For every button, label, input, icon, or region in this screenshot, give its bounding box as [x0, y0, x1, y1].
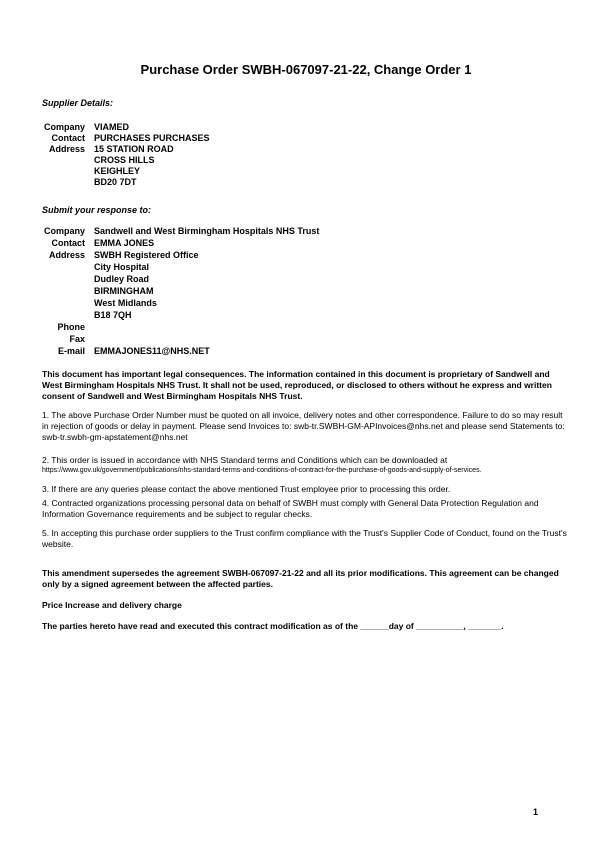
respond-company-label: Company	[43, 226, 85, 236]
supplier-company-label: Company	[43, 122, 85, 132]
respond-address-label-spacer	[42, 285, 85, 297]
respond-email-value: EMMAJONES11@NHS.NET	[94, 346, 210, 356]
terms-item-3: 3. If there are any queries please contact the above mentioned Trust employee prior to processing this order.	[42, 484, 451, 494]
supplier-address-row	[42, 144, 570, 155]
respond-address-label: Address	[48, 250, 85, 260]
page-title: Purchase Order SWBH-067097-21-22, Change Order 1	[140, 62, 472, 77]
respond-to-heading: Submit your response to:	[42, 205, 152, 215]
respond-address-row	[42, 273, 570, 285]
respond-address-label-spacer	[42, 261, 85, 273]
supplier-address-row	[42, 166, 570, 177]
terms-item-2	[42, 455, 570, 476]
supplier-company-value: VIAMED	[94, 122, 130, 132]
respond-email-row	[42, 345, 570, 357]
respond-address-row	[42, 285, 570, 297]
respond-address-line: B18 7QH	[94, 310, 132, 320]
terms-item-2-text: 2. This order is issued in accordance with NHS Standard terms and Conditions which can be downloaded at	[42, 455, 448, 465]
legal-notice-paragraph: This document has important legal consequences. The information contained in this document is proprietary of Sandwell and West Birmingham Hospitals NHS Trust. It shall not be used, reproduced, or disclosed to others without he express and written consent of Sandwell and West Birmingham Hospitals NHS Trust.	[42, 369, 552, 401]
respond-contact-label: Contact	[51, 238, 85, 248]
terms-item-1: 1. The above Purchase Order Number must be quoted on all invoice, delivery notes and other correspondence. Failure to do so may result in rejection of goods or delay in payment. Please send Invoices to: swb-tr.SWBH-GM-APInvoices@nhs.net and please send Statements to: swb-tr.swbh-gm-apstatement@nhs.net	[42, 410, 565, 442]
respond-fax-row	[42, 333, 570, 345]
terms-item-4: 4. Contracted organizations processing personal data on behalf of SWBH must comply with General Data Protection Regulation and Information Governance requirements and be subject to regular checks.	[42, 498, 539, 519]
change-title: Price Increase and delivery charge	[42, 600, 182, 610]
supplier-address-label: Address	[48, 144, 85, 154]
respond-address-label-spacer	[42, 297, 85, 309]
supplier-address-label-spacer	[42, 177, 85, 188]
supplier-address-label-spacer	[42, 166, 85, 177]
supplier-address-line: CROSS HILLS	[94, 155, 155, 165]
supplier-contact-value: PURCHASES PURCHASES	[94, 133, 210, 143]
respond-phone-label: Phone	[57, 322, 85, 332]
terms-item-5: 5. In accepting this purchase order suppliers to the Trust confirm compliance with the Trust's Supplier Code of Conduct, found on the Trust's website.	[42, 528, 567, 549]
respond-to-block	[42, 225, 570, 357]
respond-company-row	[42, 225, 570, 237]
respond-address-row	[42, 309, 570, 321]
page-number: 1	[533, 807, 539, 817]
respond-address-row	[42, 297, 570, 309]
amendment-statement: This amendment supersedes the agreement SWBH-067097-21-22 and all its prior modifications. This agreement can be changed only by a signed agreement between the affected parties.	[42, 568, 559, 589]
respond-fax-label: Fax	[69, 334, 85, 344]
respond-phone-row	[42, 321, 570, 333]
supplier-company-row	[42, 122, 570, 133]
supplier-address-row	[42, 155, 570, 166]
respond-address-line: Dudley Road	[94, 274, 150, 284]
respond-address-line: City Hospital	[94, 262, 150, 272]
execution-line: The parties hereto have read and executed this contract modification as of the ______day of __________, _______.	[42, 621, 504, 631]
supplier-contact-row	[42, 133, 570, 144]
supplier-address-line: BD20 7DT	[94, 177, 137, 187]
supplier-address-row	[42, 177, 570, 188]
supplier-contact-label: Contact	[51, 133, 85, 143]
page-content	[42, 0, 570, 632]
terms-item-2-url: https://www.gov.uk/government/publications/nhs-standard-terms-and-conditions-of-contract-for-the-purchase-of-goods-and-supply-of-services.	[42, 467, 482, 474]
respond-address-label-spacer	[42, 309, 85, 321]
respond-contact-value: EMMA JONES	[94, 238, 155, 248]
respond-address-label-spacer	[42, 273, 85, 285]
respond-address-row	[42, 261, 570, 273]
respond-address-line: SWBH Registered Office	[94, 250, 199, 260]
respond-address-line: BIRMINGHAM	[94, 286, 154, 296]
respond-email-label: E-mail	[57, 346, 85, 356]
respond-address-line: West Midlands	[94, 298, 157, 308]
supplier-details-heading: Supplier Details:	[42, 98, 114, 108]
respond-address-row	[42, 249, 570, 261]
respond-contact-row	[42, 237, 570, 249]
supplier-address-label-spacer	[42, 155, 85, 166]
supplier-details-block	[42, 122, 570, 188]
respond-company-value: Sandwell and West Birmingham Hospitals NHS Trust	[94, 226, 320, 236]
supplier-address-line: 15 STATION ROAD	[94, 144, 174, 154]
supplier-address-line: KEIGHLEY	[94, 166, 141, 176]
